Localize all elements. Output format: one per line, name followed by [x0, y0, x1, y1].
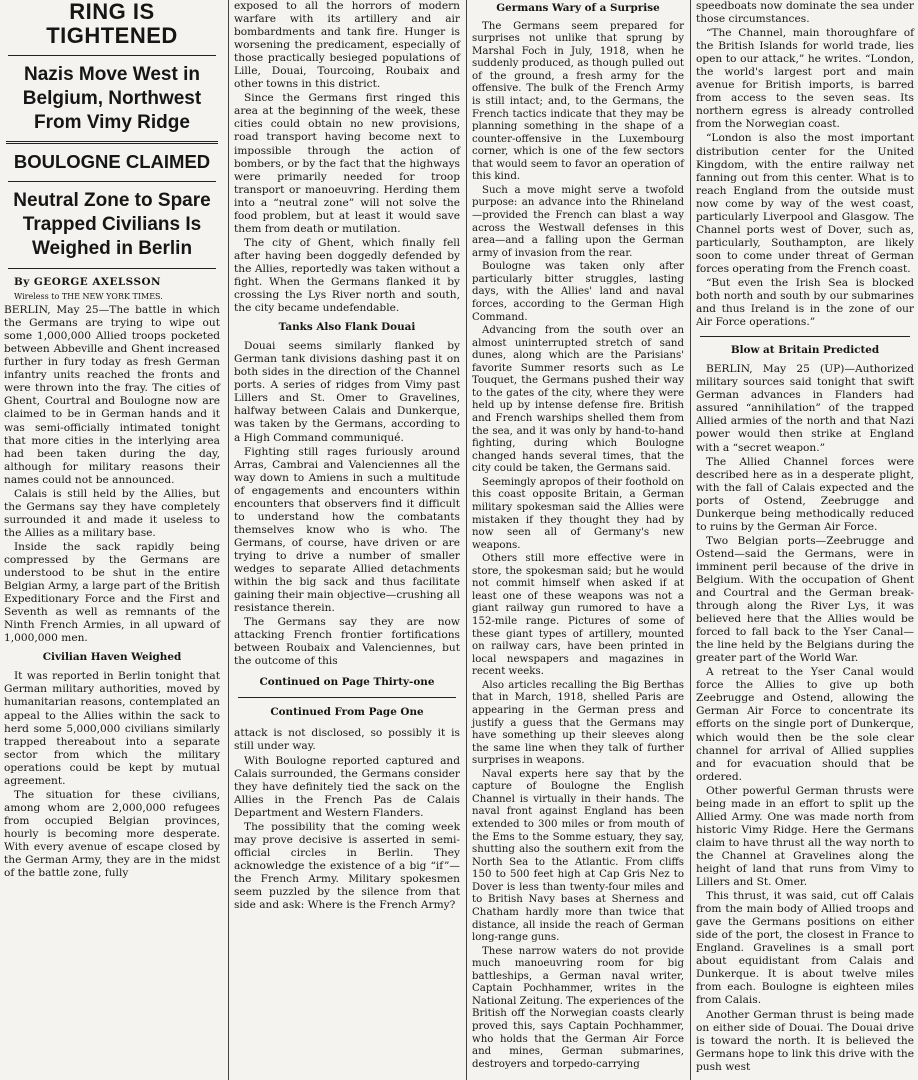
paragraph: Another German thrust is being made on either side of Douai. The Douai drive is toward the north. It is believed the Germans hope to link this drive with the push west [696, 1008, 914, 1073]
paragraph: It was reported in Berlin tonight that German military authorities, moved by humanitarian reasons, contemplated an appeal to the Allies within the sack to herd some 5,000,000 civilians similarly trapped thereabout into a separate sector from which the military operations could be kept by mutual agreement. [4, 670, 220, 787]
paragraph: Naval experts here say that by the capture of Boulogne the English Channel is virtually in their hands. The naval front against England has been extended to 300 miles or from mouth of the Ems to the Somme estuary, they say, shutting also the southern exit from the North Sea to the Atlantic. From cliffs 150 to 500 feet high at Cap Gris Nez to Dover is less than twenty-four miles and to British Navy bases at Sherness and Chatham hardly more than twice that distance, all inside the reach of German long-range guns. [472, 768, 684, 944]
paragraph: The city of Ghent, which finally fell after having been doggedly defended by the Allies, reportedly was taken without a fight. When the Germans flanked it by crossing the Lys River north and south, the city became undefendable. [234, 236, 460, 315]
column-2 [234, 0, 460, 913]
divider [8, 55, 216, 56]
paragraph: Fighting still rages furiously around Arras, Cambrai and Valenciennes all the way down to Amiens in such a multitude of engagements and encounters within encounters that observers find it difficult to understand how the combatants themselves know who is who. The Germans, of course, have driven or are trying to drive a number of smaller wedges to separate Allied detachments within the big sack and thus facilitate gaining their main objective—crushing all resistance therein. [234, 445, 460, 615]
paragraph: Seemingly apropos of their foothold on this coast opposite Britain, a German military spokesman said the Allies were mistaken if they thought they had by now seen all of Germany's new weapons. [472, 476, 684, 551]
deck-headline-2: BOULOGNE CLAIMED [13, 151, 211, 172]
paragraph: “London is also the most important distribution center for the United Kingdom, with the entire railway net fanning out from this center. What is to reach England from the outside must now come by way of the west coast, particularly Liverpool and Glasgow. The Channel ports west of Dover, such as, particularly, Southampton, are likely soon to come under threat of German forces operating from the French coast. [696, 132, 914, 275]
paragraph: Also articles recalling the Big Berthas that in March, 1918, shelled Paris are appearing in the German press and justify a guess that the Germans may have something up their sleeves along the same line when they talk of further surprises in weapons. [472, 679, 684, 767]
divider [238, 697, 456, 698]
paragraph: Since the Germans first ringed this area at the beginning of the week, these cities could obtain no new provisions, road transport having become next to impossible through the action of bombers, or by the fact that the highways were primarily needed for troop transport or manoeuvring. Herding them into a “neutral zone” will not solve the food problem, but at least it would save them from death or mutilation. [234, 92, 460, 235]
paragraph: The Germans say they are now attacking French frontier fortifications between Roubaix and Valenciennes, but the outcome of this [234, 616, 460, 668]
paragraph: This thrust, it was said, cut off Calais from the main body of Allied troops and gave the Germans positions on either side of the port, the closest in France to England. Gravelines is a small port about equidistant from Calais and Dunkerque. It is about twelve miles from each. Boulogne is eighteen miles from Calais. [696, 890, 914, 1007]
paragraph: Douai seems similarly flanked by German tank divisions dashing past it on both sides in the direction of the Channel ports. A series of ridges from Vimy past Lillers and St. Omer to Gravelines, halfway between Calais and Dunkerque, was taken by the Germans, according to a High Command communiqué. [234, 340, 460, 444]
paragraph: Advancing from the south over an almost uninterrupted stretch of sand dunes, along which are the Parisians' favorite Summer resorts such as Le Touquet, the Germans pushed their way to the gates of the city, where they were held up by intense defense fire. British and French warships shelled them from the sea, and it was only by hand-to-hand fighting, during which Boulogne changed hands several times, that the city could be taken, the Germans said. [472, 325, 684, 475]
column-rule-3 [690, 0, 691, 1080]
main-headline: RING IS TIGHTENED [46, 0, 178, 48]
paragraph: Two Belgian ports—Zeebrugge and Ostend—said the Germans, were in imminent peril because of the drive in Belgium. With the occupation of Ghent and Courtral and the German break-through along the River Lys, it was believed here that the Allies would be forced to fall back to the Yser Canal—the line held by the Belgians during the greater part of the World War. [696, 534, 914, 665]
divider [6, 141, 218, 144]
subhead: Germans Wary of a Surprise [496, 2, 660, 14]
deck-headline-3: Neutral Zone to Spare Trapped Civilians Is Weighed in Berlin [13, 190, 211, 259]
byline-credit: Wireless to THE NEW YORK TIMES. [14, 292, 163, 302]
paragraph: exposed to all the horrors of modern warfare with its artillery and air bombardments and tank fire. Hunger is worsening the predicament, especially of those practically besieged populations of Lille, Douai, Tourcoing, Roubaix and other towns in this district. [234, 0, 460, 91]
divider [8, 181, 216, 182]
subhead: Blow at Britain Predicted [730, 344, 880, 357]
paragraph: attack is not disclosed, so possibly it is still under way. [234, 727, 460, 753]
paragraph: The Allied Channel forces were described here as in a desperate plight, with the fall of Calais expected and the ports of Ostend, Zeebrugge and Dunkerque being methodically reduced to ruins by the German Air Force. [696, 455, 914, 533]
paragraph: Calais is still held by the Allies, but the Germans say they have completely surrounded it and made it useless to the Allies as a military base. [4, 487, 220, 539]
subhead: Civilian Haven Weighed [42, 651, 182, 664]
subhead: Tanks Also Flank Douai [278, 321, 416, 334]
paragraph: BERLIN, May 25—The battle in which the Germans are trying to wipe out some 1,000,000 Allied troops pocketed between Abbeville and Ghent increased further in fury today as fresh German infantry units reached the fronts and were thrown into the fray. The cities of Ghent, Courtral and Boulogne now are claimed to be in German hands and it was semi-officially intimated tonight that more cities in the interlying area had been taken during the day, although for military reasons their names could not be announced. [4, 304, 220, 486]
column-rule-2 [466, 0, 467, 1080]
deck-headline-1: Nazis Move West in Belgium, Northwest From Vimy Ridge [22, 64, 202, 133]
paragraph: A retreat to the Yser Canal would force the Allies to give up both Zeebrugge and Ostend, allowing the German Air Force to concentrate its efforts on the single port of Dunkerque, which would then be the sole clear channel for arrival of Allied supplies and for evacuation should that be ordered. [696, 666, 914, 783]
paragraph: The Germans seem prepared for surprises not unlike that sprung by Marshal Foch in July, 1918, when he suddenly produced, as though pulled out of the ground, a fresh army for the offensive. The bulk of the French Army is still intact; and, to the Germans, the French tactics indicate that they may be planning something in the shape of a counter-offensive in the Luxembourg corner, which is one of the few sectors that would seem to favor an operation of this kind. [472, 20, 684, 183]
paragraph: Inside the sack rapidly being compressed by the Germans are understood to be shut in the entire Belgian Army, a large part of the British Expeditionary Force and the First and Seventh as well as remnants of the Ninth French Armies, in all upward of 1,000,000 men. [4, 540, 220, 645]
paragraph: Such a move might serve a twofold purpose: an advance into the Rhineland—provided the French can blast a way across the Westwall defenses in this area—and a falling upon the German army of invasion from the rear. [472, 184, 684, 259]
paragraph: Other powerful German thrusts were being made in an effort to split up the Allied Army. One was made north from historic Vimy Ridge. Here the Germans claim to have thrust all the way north to the Channel at Gravelines along the height of land that runs from Vimy to Lillers and St. Omer. [696, 784, 914, 889]
divider [700, 336, 910, 337]
column-1 [4, 0, 220, 881]
byline: By GEORGE AXELSSON [14, 276, 162, 288]
column-4 [696, 0, 914, 1075]
paragraph: With Boulogne reported captured and Calais surrounded, the Germans consider they have definitely tied the sack on the Allies in the French Pas de Calais Department and Western Flanders. [234, 754, 460, 819]
paragraph: Boulogne was taken only after particularly bitter struggles, lasting days, with the Allies' land and naval forces, according to the German High Command. [472, 261, 684, 323]
paragraph: The possibility that the coming week may prove decisive is asserted in semi-official circles in Berlin. They acknowledge the existence of a big “if”—the French Army. Military spokesmen seem puzzled by the silence from that side and ask: Where is the French Army? [234, 820, 460, 912]
paragraph: “The Channel, main thoroughfare of the British Islands for world trade, lies open to our attack,” he writes. “London, the world's largest port and main avenue for British imports, is barred from access to the seven seas. Its northern egress is already controlled from the Norwegian coast. [696, 27, 914, 131]
paragraph: speedboats now dominate the sea under those circumstances. [696, 0, 914, 26]
column-3 [472, 0, 684, 1072]
continued-from-line: Continued From Page One [270, 706, 424, 719]
continued-on-line: Continued on Page Thirty-one [259, 676, 435, 689]
paragraph: “But even the Irish Sea is blocked both north and south by our submarines and thus Ireland is in the zone of our Air Force operations.” [696, 276, 914, 329]
column-rule-1 [228, 0, 229, 1080]
paragraph: These narrow waters do not provide much manoeuvring room for big battleships, a German naval writer, Captain Pochhammer, writes in the National Zeitung. The experiences of the British off the Norwegian coasts clearly proved this, says Captain Pochhammer, who holds that the German Air Force and mines, German submarines, destroyers and torpedo-carrying [472, 945, 684, 1070]
divider [8, 268, 216, 269]
paragraph: The situation for these civilians, among whom are 2,000,000 refugees from occupied Belgian provinces, hourly is becoming more desperate. With every avenue of escape closed by the German Army, they are in the midst of the battle zone, fully [4, 788, 220, 880]
paragraph: Others still more effective were in store, the spokesman said; but he would not commit himself when asked if at least one of these weapons was not a giant railway gun rumored to have a 152-mile range. Pictures of some of these giant types of artillery, mounted on railway cars, have been printed in local newspapers and magazines in recent weeks. [472, 553, 684, 678]
paragraph: BERLIN, May 25 (UP)—Authorized military sources said tonight that swift German advances in Flanders had assured “annihilation” of the trapped Allied armies of the north and that Nazi power would then strike at England with a “secret weapon.” [696, 363, 914, 454]
